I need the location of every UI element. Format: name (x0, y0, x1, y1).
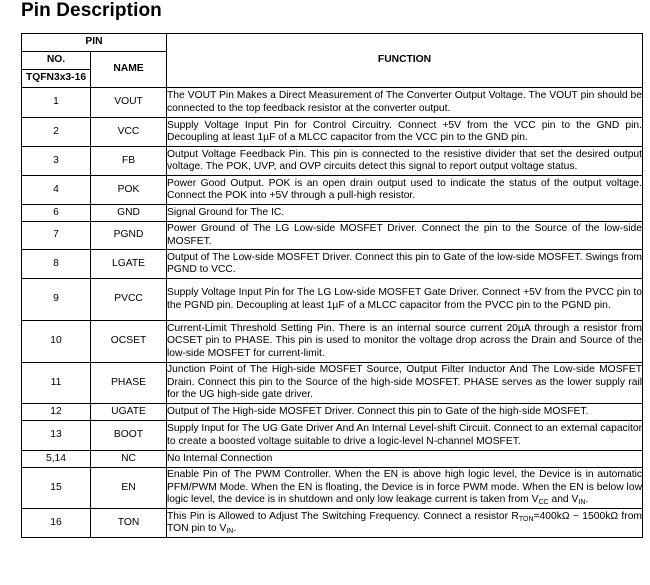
pin-name: VOUT (91, 88, 167, 118)
table-row (22, 250, 643, 279)
pin-name: PVCC (91, 279, 167, 321)
function-text: and V (548, 494, 579, 506)
no-header: NO. (22, 52, 91, 70)
table-row (22, 279, 643, 321)
pin-name: EN (91, 468, 167, 509)
pin-number: 12 (22, 404, 91, 421)
pin-name: LGATE (91, 250, 167, 279)
pin-name: BOOT (91, 421, 167, 451)
table-row (22, 222, 643, 250)
pin-number: 9 (22, 279, 91, 321)
function-text: This Pin is Allowed to Adjust The Switching Frequency. Connect a resistor R (167, 510, 519, 522)
pin-function: No Internal Connection (167, 451, 643, 468)
pin-function: The VOUT Pin Makes a Direct Measurement of The Converter Output Voltage. The VOUT pin should be connected to the top feedback resistor at the converter output. (167, 88, 643, 118)
pin-number: 4 (22, 176, 91, 205)
pin-function: Supply Input for The UG Gate Driver And An Internal Level-shift Circuit. Connect to an external capacitor to create a boosted voltage suitable to drive a logic-level N-channel MOSFET. (167, 421, 643, 451)
pin-name: TON (91, 509, 167, 538)
pin-function: Output of The Low-side MOSFET Driver. Connect this pin to Gate of the low-side MOSFET. Swings from PGND to VCC. (167, 250, 643, 279)
pin-function (167, 468, 643, 509)
subscript: TON (518, 515, 534, 523)
pin-number: 16 (22, 509, 91, 538)
pin-function: Signal Ground for The IC. (167, 205, 643, 222)
pin-function: Junction Point of The High-side MOSFET Source, Output Filter Inductor And The Low-side MOSFET Drain. Connect this pin to the Source of the high-side MOSFET. PHASE serves as the lower supply rail for the UG high-side gate driver. (167, 363, 643, 404)
pin-function: Output Voltage Feedback Pin. This pin is connected to the resistive divider that set the desired output voltage. The POK, UVP, and OVP circuits detect this signal to report output voltage status. (167, 147, 643, 176)
pin-number: 1 (22, 88, 91, 118)
pin-name: FB (91, 147, 167, 176)
pin-header: PIN (22, 34, 167, 52)
table-row (22, 321, 643, 363)
pin-number: 15 (22, 468, 91, 509)
pin-name: PGND (91, 222, 167, 250)
pin-number: 10 (22, 321, 91, 363)
table-row (22, 205, 643, 222)
pin-number: 8 (22, 250, 91, 279)
pin-number: 5,14 (22, 451, 91, 468)
pin-number: 3 (22, 147, 91, 176)
pin-name: OCSET (91, 321, 167, 363)
table-row (22, 118, 643, 147)
pin-function: Power Ground of The LG Low-side MOSFET Driver. Connect the pin to the Source of the low-side MOSFET. (167, 222, 643, 250)
function-text: Enable Pin of The PWM Controller. When the EN is above high logic level, the Device is in automatic PFM/PWM Mode. When the EN is floating, the Device is in force PWM mode. When the EN is below low logic level, the device is in shutdown and only low leakage current is taken from V (167, 469, 643, 506)
pin-number: 6 (22, 205, 91, 222)
function-text: . (585, 494, 589, 506)
pin-number: 2 (22, 118, 91, 147)
pin-name: UGATE (91, 404, 167, 421)
package-header: TQFN3x3-16 (22, 70, 91, 88)
table-row (22, 451, 643, 468)
page-title: Pin Description (21, 0, 162, 21)
pin-function: Current-Limit Threshold Setting Pin. There is an internal source current 20µA through a resistor from OCSET pin to PHASE. This pin is used to monitor the voltage drop across the Drain and Source of the low-side MOSFET for current-limit. (167, 321, 643, 363)
subscript: CC (538, 499, 549, 507)
pin-function: Power Good Output. POK is an open drain output used to indicate the status of the output voltage. Connect the POK into +5V through a pull-high resistor. (167, 176, 643, 205)
pin-name: VCC (91, 118, 167, 147)
header-row-pin (22, 34, 643, 52)
table-row (22, 421, 643, 451)
subscript: IN (226, 528, 234, 535)
pin-function (167, 509, 643, 538)
pin-function: Output of The High-side MOSFET Driver. Connect this pin to Gate of the high-side MOSFET. (167, 404, 643, 421)
function-header: FUNCTION (167, 34, 643, 88)
pin-number: 13 (22, 421, 91, 451)
pin-description-table (21, 33, 643, 538)
table-row (22, 363, 643, 404)
table-row (22, 509, 643, 538)
table-row (22, 468, 643, 509)
pin-number: 11 (22, 363, 91, 404)
pin-name: GND (91, 205, 167, 222)
subscript: IN (578, 499, 586, 507)
pin-number: 7 (22, 222, 91, 250)
function-text: =400kΩ ~ 1500kΩ from TON pin to V (167, 510, 643, 534)
table-row (22, 404, 643, 421)
table-row (22, 88, 643, 118)
pin-name: POK (91, 176, 167, 205)
name-header: NAME (91, 52, 167, 88)
table-row (22, 147, 643, 176)
function-text: . (233, 523, 237, 534)
pin-function: Supply Voltage Input Pin for The LG Low-side MOSFET Gate Driver. Connect +5V from the PVCC pin to the PGND pin. Decoupling at least 1µF of a MLCC capacitor from the PVCC pin to the PGND pin. (167, 279, 643, 321)
pin-name: PHASE (91, 363, 167, 404)
table-row (22, 176, 643, 205)
pin-function: Supply Voltage Input Pin for Control Circuitry. Connect +5V from the VCC pin to the GND pin. Decoupling at least 1µF of a MLCC capacitor from the VCC pin to the GND pin. (167, 118, 643, 147)
pin-name: NC (91, 451, 167, 468)
